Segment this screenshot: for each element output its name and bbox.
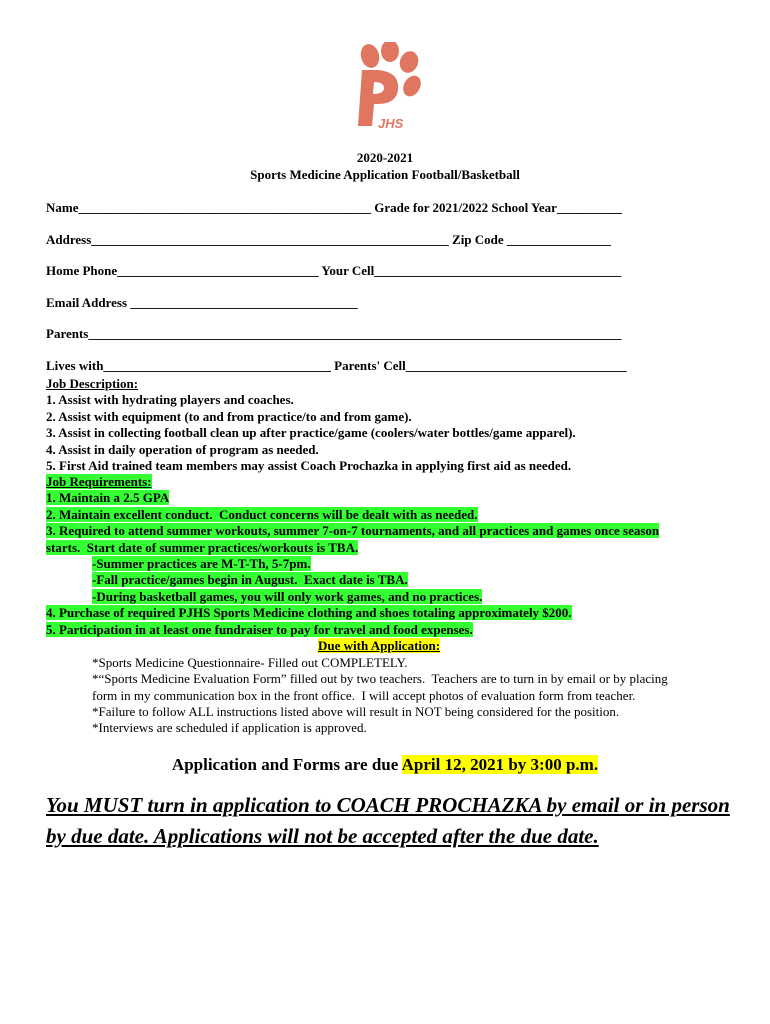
due-date-prefix: Application and Forms are due (171, 755, 402, 774)
job-description-item: 1. Assist with hydrating players and coaches. (46, 392, 294, 407)
parents-field[interactable]: Parents__________________________________________________________________________________ (46, 326, 622, 341)
requirement-item: 1. Maintain a 2.5 GPA (46, 490, 170, 505)
due-date: April 12, 2021 by 3:00 p.m. (401, 755, 599, 774)
due-date-line (0, 755, 770, 775)
submission-notice: You MUST turn in application to COACH PROCHAZKA by email or in person by due date. Applications will not be accepted after the due date. (46, 793, 730, 848)
name-field[interactable]: Name_____________________________________________ Grade for 2021/2022 School Year__________ (46, 200, 622, 215)
lives-with-field[interactable]: Lives with___________________________________ Parents' Cell__________________________________ (46, 358, 627, 373)
pjhs-paw-logo (350, 42, 426, 134)
job-description-item: 3. Assist in collecting football clean up after practice/game (coolers/water bottles/game apparel). (46, 425, 576, 440)
job-description-item: 5. First Aid trained team members may assist Coach Prochazka in applying first aid as needed. (46, 458, 572, 473)
requirement-subitem: -Fall practice/games begin in August. Exact date is TBA. (92, 572, 408, 587)
job-description-item: 2. Assist with equipment (to and from practice/to and from game). (46, 409, 412, 424)
due-with-item: *Failure to follow ALL instructions listed above will result in NOT being considered for the position. (92, 704, 620, 719)
phone-field[interactable]: Home Phone_______________________________ Your Cell______________________________________ (46, 263, 622, 278)
job-description-heading: Job Description: (46, 376, 139, 391)
school-year: 2020-2021 (356, 150, 414, 165)
page-title: Sports Medicine Application Football/Basketball (250, 167, 520, 182)
requirement-item: starts. Start date of summer practices/workouts is TBA. (46, 540, 359, 555)
logo-text: JHS (378, 116, 404, 131)
due-with-item: *Sports Medicine Questionnaire- Filled out COMPLETELY. (92, 655, 408, 670)
job-description-item: 4. Assist in daily operation of program as needed. (46, 442, 319, 457)
email-field[interactable]: Email Address ___________________________________ (46, 295, 358, 310)
requirement-item: 2. Maintain excellent conduct. Conduct concerns will be dealt with as needed. (46, 507, 478, 522)
requirement-subitem: -Summer practices are M-T-Th, 5-7pm. (92, 556, 311, 571)
due-with-item: form in my communication box in the front office. I will accept photos of evaluation form from teacher. (92, 688, 636, 703)
requirement-item: 3. Required to attend summer workouts, summer 7-on-7 tournaments, and all practices and games once season (46, 523, 660, 538)
due-with-heading: Due with Application: (318, 638, 441, 653)
due-with-item: *Interviews are scheduled if application is approved. (92, 720, 367, 735)
job-requirements-heading: Job Requirements: (46, 474, 152, 489)
due-with-item: *“Sports Medicine Evaluation Form” filled out by two teachers. Teachers are to turn in by email or by placing (92, 671, 668, 686)
requirement-subitem: -During basketball games, you will only work games, and no practices. (92, 589, 483, 604)
address-field[interactable]: Address_______________________________________________________ Zip Code ________________ (46, 232, 611, 247)
requirement-item: 4. Purchase of required PJHS Sports Medicine clothing and shoes totaling approximately $200. (46, 605, 572, 620)
requirement-item: 5. Participation in at least one fundraiser to pay for travel and food expenses. (46, 622, 473, 637)
